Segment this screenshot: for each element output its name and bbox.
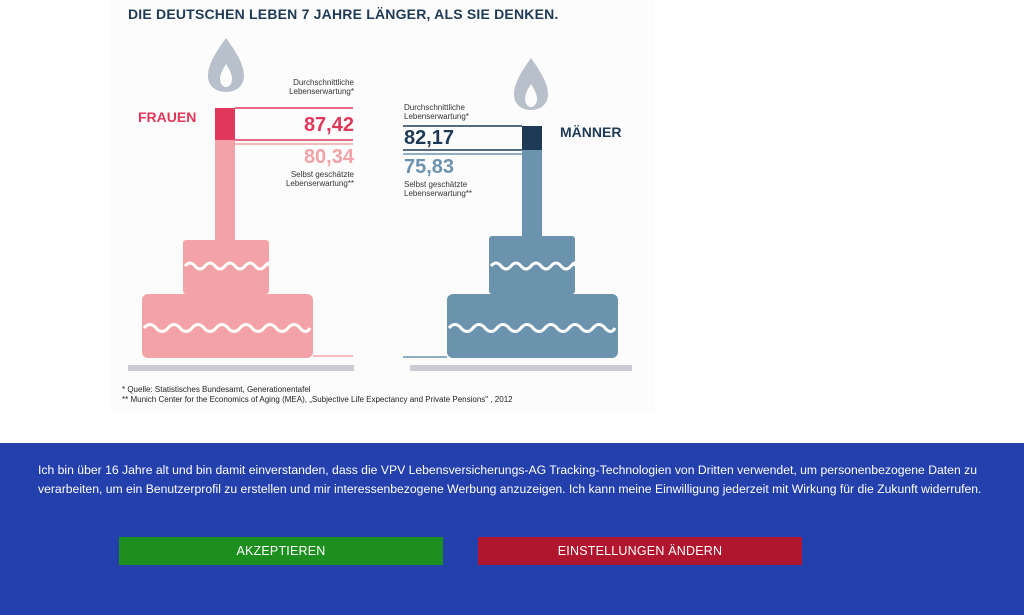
footnote-mea: ** Munich Center for the Economics of Aging (MEA), „Subjective Life Expectancy and Private Pensions" , 2012: [122, 395, 513, 404]
change-settings-button[interactable]: EINSTELLUNGEN ÄNDERN: [478, 537, 802, 565]
men-self-value: 75,83: [404, 156, 455, 178]
women-candle: [215, 140, 235, 240]
accept-button[interactable]: AKZEPTIEREN: [119, 537, 443, 565]
cakes-illustration: [110, 0, 655, 412]
cookie-consent-banner: [0, 443, 1024, 615]
women-avg-value: 87,42: [303, 114, 354, 136]
men-label: MÄNNER: [560, 124, 622, 140]
men-candle-top: [522, 126, 542, 150]
women-self-label: Selbst geschätzte Lebenserwartung**: [285, 170, 354, 188]
women-avg-label: Durchschnittliche Lebenserwartung*: [289, 78, 354, 96]
men-candle: [522, 150, 542, 236]
infographic: [110, 0, 655, 412]
men-avg-label: Durchschnittliche Lebenserwartung*: [404, 103, 469, 121]
women-candle-flame-icon: [208, 38, 244, 92]
consent-text: Ich bin über 16 Jahre alt und bin damit einverstanden, dass die VPV Lebensversicherungs-AG Tracking-Technologien von Dritten verwendet, um personenbezogene Daten zu verarbeiten, um ein Benutzerprofil zu erstellen und mir interessenbezogene Werbung anzuzeigen. Ich kann meine Einwilligung jederzeit mit Wirkung für die Zukunft widerrufen.: [38, 463, 982, 496]
men-self-label: Selbst geschätzte Lebenserwartung**: [404, 180, 473, 198]
women-candle-top: [215, 108, 235, 140]
men-cake-plate: [410, 365, 632, 371]
men-candle-flame-icon: [514, 58, 548, 110]
women-cake-plate: [128, 365, 354, 371]
footnote-source: * Quelle: Statistisches Bundesamt, Generationentafel: [122, 385, 311, 394]
infographic-title: DIE DEUTSCHEN LEBEN 7 JAHRE LÄNGER, ALS SIE DENKEN.: [128, 6, 559, 22]
women-self-value: 80,34: [303, 146, 354, 168]
women-label: FRAUEN: [138, 109, 197, 125]
men-avg-value: 82,17: [404, 127, 455, 149]
